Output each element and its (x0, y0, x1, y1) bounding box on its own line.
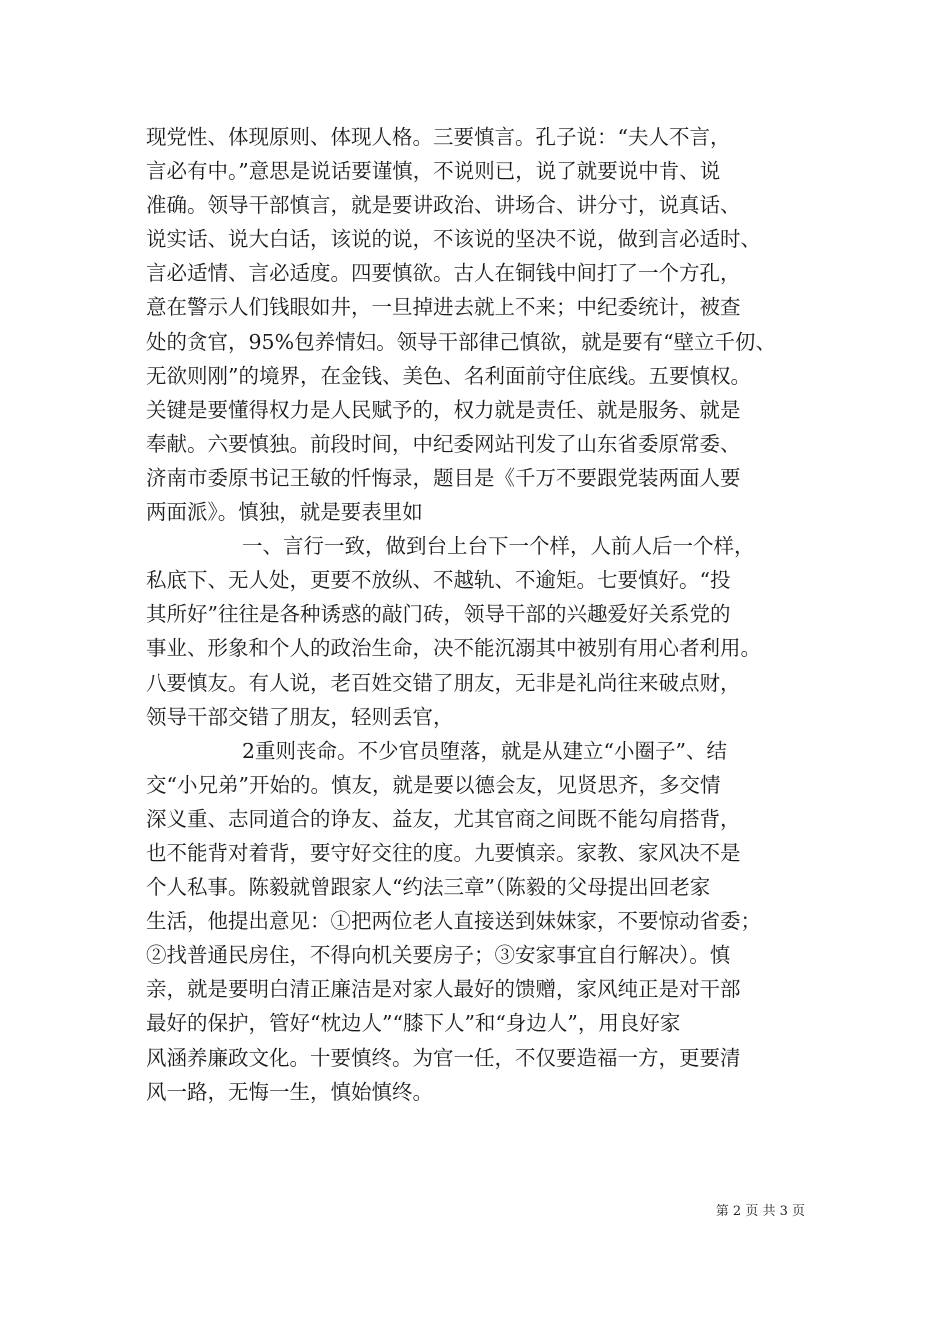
text-line: 无欲则刚”的境界，在金钱、美色、名利面前守住底线。五要慎权。 (146, 363, 751, 388)
text-line: 私底下、无人处，更要不放纵、不越轨、不逾矩。七要慎好。“投 (146, 568, 731, 593)
text-line: 济南市委原书记王敏的忏悔录，题目是《千万不要跟党装两面人要 (146, 465, 741, 490)
text-line: 交“小兄弟”开始的。慎友，就是要以德会友，见贤思齐，多交情 (146, 772, 721, 797)
text-line: 个人私事。陈毅就曾跟家人“约法三章”（陈毅的父母提出回老家 (146, 875, 711, 900)
text-line: 风涵养廉政文化。十要慎终。为官一任，不仅要造福一方，更要清 (146, 1045, 741, 1070)
text-line: 言必有中。”意思是说话要谨慎，不说则已，说了就要说中肯、说 (146, 159, 721, 184)
text-line: 其所好”往往是各种诱惑的敲门砖，领导干部的兴趣爱好关系党的 (146, 602, 731, 627)
text-line: 两面派》。慎独，就是要表里如 (146, 500, 423, 525)
text-line: 说实话、说大白话，该说的说，不该说的坚决不说，做到言必适时、 (146, 227, 761, 252)
text-line: 奉献。六要慎独。前段时间，中纪委网站刊发了山东省委原常委、 (146, 431, 741, 456)
text-line: 关键是要懂得权力是人民赋予的，权力就是责任、就是服务、就是 (146, 397, 741, 422)
text-line: 意在警示人们钱眼如井，一旦掉进去就上不来；中纪委统计，被查 (146, 295, 741, 320)
text-line: 八要慎友。有人说，老百姓交错了朋友，无非是礼尚往来破点财， (146, 670, 741, 695)
body-text (146, 120, 826, 1109)
text-line: ②找普通民房住，不得向机关要房子；③安家事宜自行解决）。慎 (146, 943, 731, 968)
text-line: 风一路，无悔一生，慎始慎终。 (146, 1079, 433, 1104)
text-line: 生活，他提出意见：①把两位老人直接送到妹妹家，不要惊动省委； (146, 909, 761, 934)
text-line: 准确。领导干部慎言，就是要讲政治、讲场合、讲分寸，说真话、 (146, 193, 741, 218)
text-line: 事业、形象和个人的政治生命，决不能沉溺其中被别有用心者利用。 (146, 636, 761, 661)
text-line-indented: 一、言行一致，做到台上台下一个样，人前人后一个样， (242, 534, 755, 559)
text-line: 言必适情、言必适度。四要慎欲。古人在铜钱中间打了一个方孔， (146, 261, 741, 286)
text-line: 现党性、体现原则、体现人格。三要慎言。孔子说：“夫人不言， (146, 125, 731, 149)
page-number-footer: 第 2 页 共 3 页 (715, 1204, 805, 1219)
text-line: 也不能背对着背，要守好交往的度。九要慎亲。家教、家风决不是 (146, 840, 741, 865)
text-line: 深义重、志同道合的诤友、益友，尤其官商之间既不能勾肩搭背， (146, 806, 741, 831)
text-line: 亲，就是要明白清正廉洁是对家人最好的馈赠，家风纯正是对干部 (146, 977, 741, 1002)
text-line: 处的贪官，95%包养情妇。领导干部律己慎欲，就是要有“壁立千仞、 (146, 329, 777, 354)
text-line: 领导干部交错了朋友，轻则丢官， (146, 704, 454, 729)
text-line: 最好的保护，管好“枕边人”“膝下人”和“身边人”，用良好家 (146, 1011, 681, 1036)
text-line-indented: 2重则丧命。不少官员堕落，就是从建立“小圈子”、结 (242, 738, 728, 763)
